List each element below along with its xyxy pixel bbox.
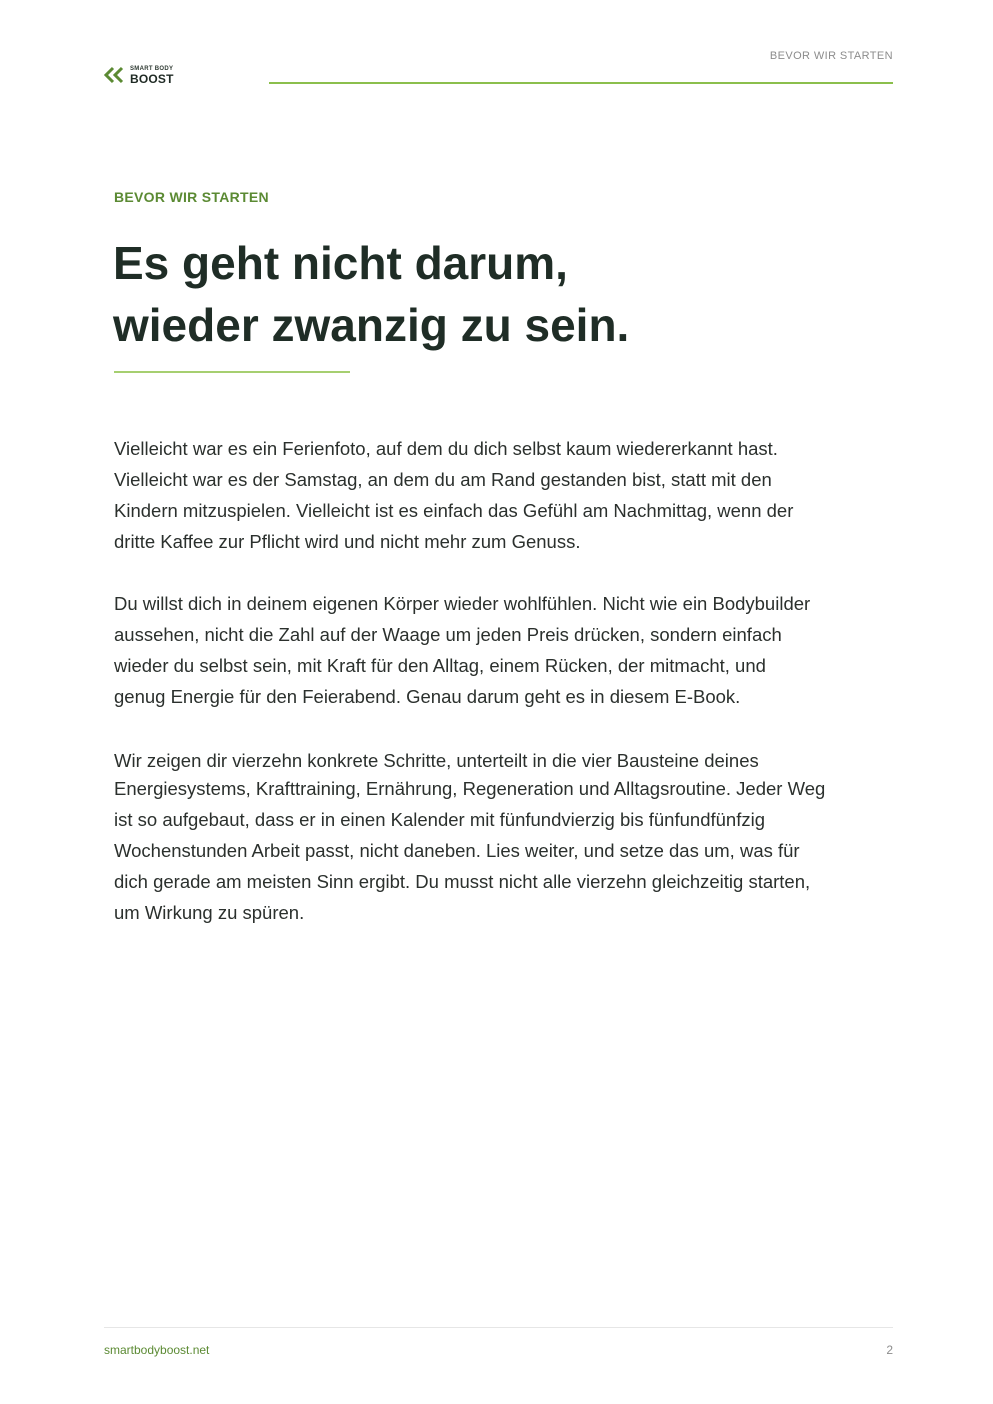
paragraph-line: aussehen, nicht die Zahl auf der Waage um jeden Preis drücken, sondern einfach [114, 624, 782, 645]
paragraph-line: Energiesystems, Krafttraining, Ernährung, Regeneration und Alltagsroutine. Jeder Weg [114, 778, 826, 799]
paragraph-line: dich gerade am meisten Sinn ergibt. Du musst nicht alle vierzehn gleichzeitig starten, [114, 871, 811, 892]
paragraph-line: Du willst dich in deinem eigenen Körper wieder wohlfühlen. Nicht wie ein Bodybuilder [114, 593, 811, 614]
logo-line-1: SMART BODY [130, 65, 174, 72]
body-paragraph-1 [114, 433, 874, 557]
title-line: wieder zwanzig zu sein. [113, 299, 630, 351]
body-paragraph-3 [114, 748, 874, 928]
paragraph-line: wieder du selbst sein, mit Kraft für den Alltag, einem Rücken, der mitmacht, und [114, 655, 766, 676]
paragraph-line: dritte Kaffee zur Pflicht wird und nicht mehr zum Genuss. [114, 531, 581, 552]
page-title [113, 232, 873, 356]
title-underline [114, 371, 350, 373]
paragraph-line: um Wirkung zu spüren. [114, 902, 305, 923]
body-paragraph-2 [114, 588, 874, 712]
paragraph-line: Vielleicht war es ein Ferienfoto, auf dem du dich selbst kaum wiedererkannt hast. [114, 438, 778, 459]
header-divider [269, 82, 893, 84]
paragraph-line: Wir zeigen dir vierzehn konkrete Schritte, unterteilt in die vier Bausteine deines [114, 750, 759, 771]
paragraph-line: Vielleicht war es der Samstag, an dem du am Rand gestanden bist, statt mit den [114, 469, 772, 490]
paragraph-line: genug Energie für den Feierabend. Genau darum geht es in diesem E-Book. [114, 686, 741, 707]
brand-logo [102, 63, 182, 87]
footer-url: smartbodyboost.net [104, 1343, 210, 1357]
footer-divider [104, 1327, 893, 1328]
paragraph-line: Kindern mitzuspielen. Vielleicht ist es einfach das Gefühl am Nachmittag, wenn der [114, 500, 794, 521]
paragraph-line: Wochenstunden Arbeit passt, nicht daneben. Lies weiter, und setze das um, was für [114, 840, 800, 861]
page-number: 2 [886, 1343, 893, 1357]
logo-line-2: BOOST [130, 71, 174, 86]
title-line: Es geht nicht darum, [113, 237, 568, 289]
logo-wordmark [130, 66, 174, 85]
double-chevron-left-icon [102, 65, 126, 85]
paragraph-line: ist so aufgebaut, dass er in einen Kalender mit fünfundvierzig bis fünfundfünfzig [114, 809, 765, 830]
section-eyebrow: BEVOR WIR STARTEN [114, 189, 269, 205]
running-header-title: BEVOR WIR STARTEN [769, 50, 893, 62]
